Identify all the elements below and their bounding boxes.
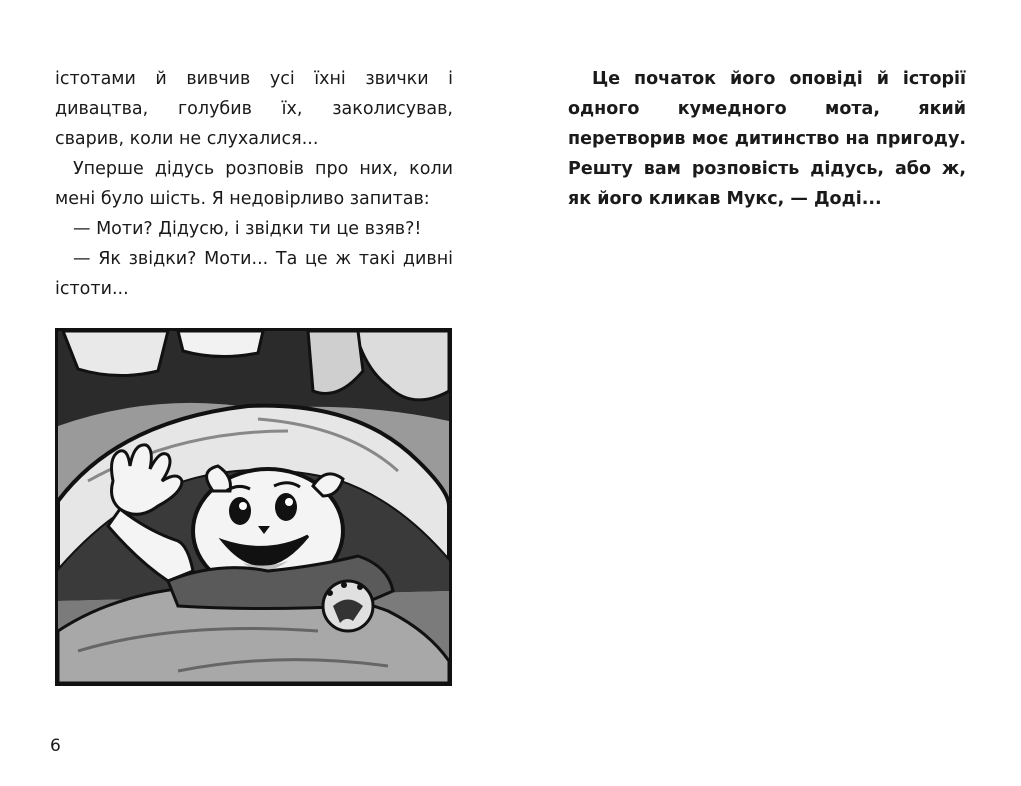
illustration-frame [55, 328, 452, 686]
dialogue-line: — Моти? Дідусю, і звідки ти це взяв?! [73, 219, 422, 239]
dialogue-line: — Як звідки? Моти... Та це ж такі дивні істоти... [55, 249, 453, 299]
paragraph: Уперше дідусь розповів про них, коли мені було шість. Я недовірливо запитав: [55, 159, 453, 209]
page-number: 6 [50, 736, 61, 756]
right-text-column [568, 64, 966, 214]
cartoon-creature-under-blanket-illustration [58, 331, 449, 683]
left-text-column [55, 64, 453, 304]
paragraph: Це початок його оповіді й історії одного кумедного мота, який перетворив моє дитинство на пригоду. Решту вам розповість дідусь, або ж, як його кликав Мукс, — Доді... [568, 69, 966, 209]
paragraph: істотами й вивчив усі їхні звички і дивацтва, голубив їх, заколисував, сварив, коли не слухалися... [55, 69, 453, 149]
